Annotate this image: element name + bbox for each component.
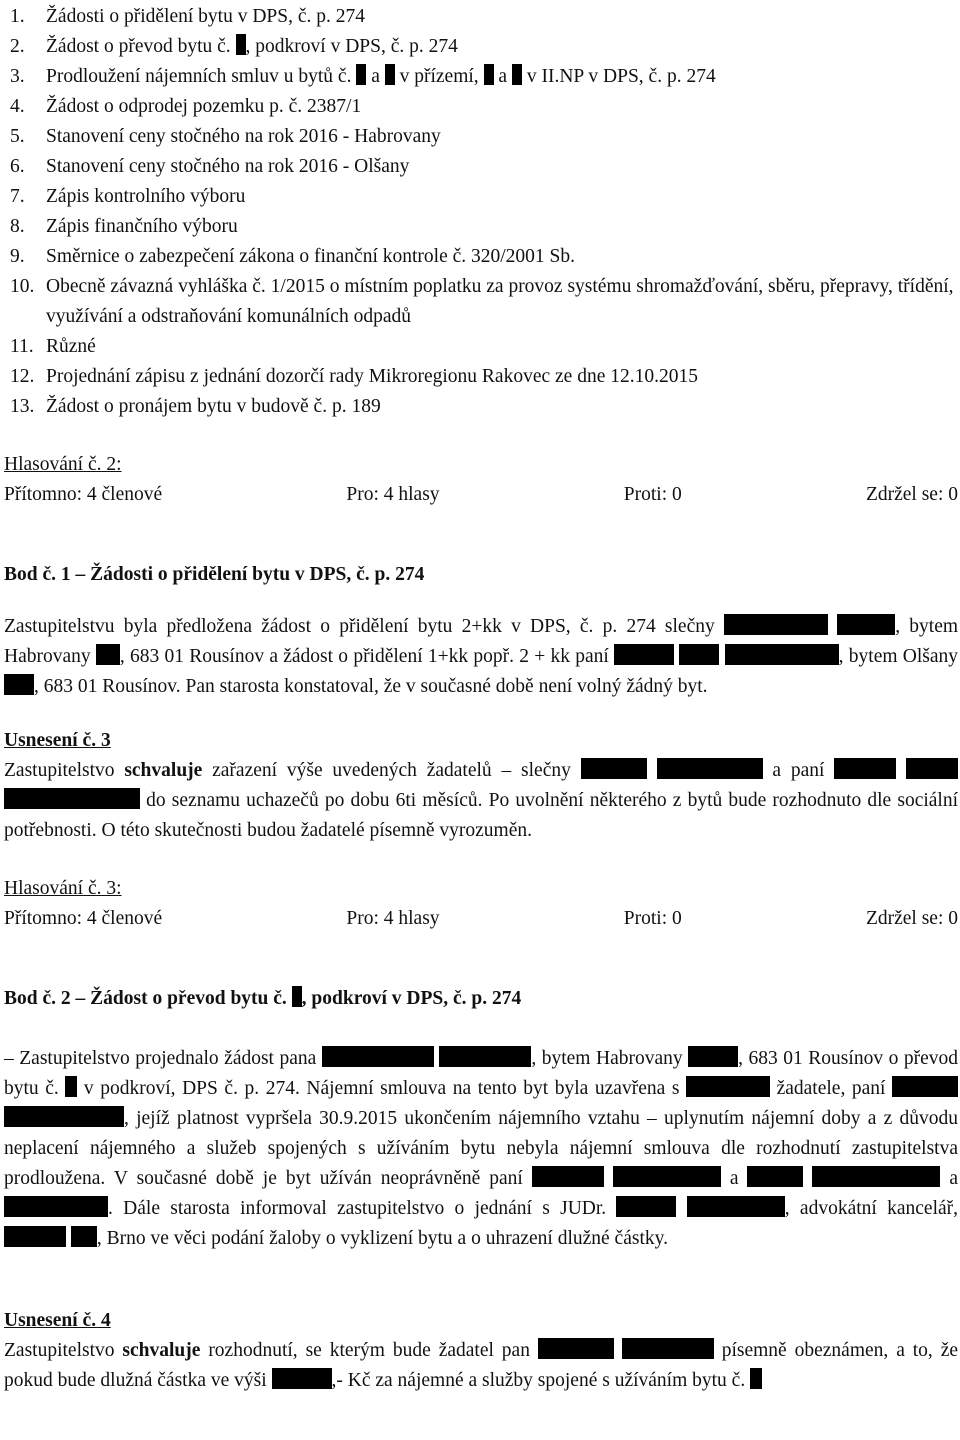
agenda-number: 1. — [10, 6, 25, 27]
agenda-text: Různé — [46, 336, 96, 357]
redaction-block — [439, 1046, 531, 1067]
agenda-item — [4, 32, 958, 62]
resolution-heading: Usnesení č. 3 — [4, 730, 111, 751]
redaction-block — [4, 1226, 66, 1247]
text-run: písemně obeznámen, a to, že pokud bude dlužná částka ve výši — [4, 1340, 959, 1391]
text-run: Zastupitelstvu byla předložena žádost o přidělení bytu 2+kk v DPS, č. p. 274 slečny — [4, 616, 715, 637]
agenda-number: 5. — [10, 126, 25, 147]
agenda-item — [4, 2, 958, 32]
agenda-number: 4. — [10, 96, 25, 117]
agenda-text: Žádost o pronájem bytu v budově č. p. 189 — [46, 396, 381, 417]
vote-proti: Proti: 0 — [623, 908, 682, 929]
redaction-block — [236, 34, 246, 55]
agenda-item — [4, 242, 958, 272]
redaction-block — [837, 614, 895, 635]
redaction-block — [679, 644, 719, 665]
redaction-block — [581, 758, 647, 779]
paragraph: Zastupitelstvu byla předložena žádost o přidělení bytu 2+kk v DPS, č. p. 274 slečny , bytem Habrovany , 683 01 Rousínov a žádost o přidělení 1+kk popř. 2 + kk paní , bytem Olšany , 683 01 Rousínov. Pan starosta konstatoval, že v současné době není volný žádný byt. — [4, 616, 959, 697]
vote-present: Přítomno: 4 členové — [4, 484, 163, 505]
agenda-number: 8. — [10, 216, 25, 237]
redaction-block — [4, 1196, 108, 1217]
vote-pro: Pro: 4 hlasy — [346, 484, 440, 505]
redaction-block — [747, 1166, 803, 1187]
redaction-block — [892, 1076, 958, 1097]
agenda-item — [4, 362, 958, 392]
redaction-block — [356, 64, 366, 85]
text-run: , bytem Habrovany — [531, 1048, 683, 1069]
vote-row — [4, 480, 958, 510]
vote-pro: Pro: 4 hlasy — [346, 908, 440, 929]
redaction-block — [834, 758, 896, 779]
agenda-text-part: a — [498, 66, 508, 87]
redaction-block — [512, 64, 522, 85]
redaction-block — [65, 1076, 77, 1097]
redaction-block — [71, 1226, 97, 1247]
text-run: žadatele, paní — [770, 1078, 886, 1099]
bold-run: schvaluje — [122, 1340, 201, 1361]
redaction-block — [272, 1368, 332, 1389]
agenda-item — [4, 212, 958, 242]
agenda-number: 10. — [10, 276, 35, 297]
agenda-number: 12. — [10, 366, 35, 387]
redaction-block — [725, 644, 839, 665]
redaction-block — [657, 758, 763, 779]
redaction-block — [4, 788, 140, 809]
redaction-block — [687, 1196, 785, 1217]
text-run: , 683 01 Rousínov o převod bytu č. — [4, 1048, 958, 1099]
redaction-block — [688, 1046, 738, 1067]
redaction-block — [96, 644, 120, 665]
agenda-text-part: v přízemí, — [399, 66, 479, 87]
agenda-text — [46, 62, 958, 92]
text-run: a — [949, 1168, 959, 1189]
text-run: ,- Kč za nájemné a služby spojené s užíváním bytu č. — [331, 1370, 746, 1391]
vote-abstain: Zdržel se: 0 — [865, 484, 958, 505]
redaction-block — [532, 1166, 604, 1187]
agenda-number: 6. — [10, 156, 25, 177]
agenda-text-part: Prodloužení nájemních smluv u bytů č. — [46, 66, 352, 87]
section-title — [4, 984, 958, 1014]
redaction-block — [616, 1196, 676, 1217]
redaction-block — [538, 1338, 614, 1359]
vote-present: Přítomno: 4 členové — [4, 908, 163, 929]
agenda-number: 7. — [10, 186, 25, 207]
text-run: , jejíž platnost vypršela 30.9.2015 ukončením nájemního vztahu – uplynutím nájemní doby a z důvodu neplacení nájemného a služeb spojených s užíváním bytu nebyla nájemní smlouva dle rozhodnutí zastupitelstva prodloužena. V současné době je byt užíván neoprávněně paní — [4, 1108, 958, 1189]
paragraph — [4, 756, 958, 846]
redaction-block — [724, 614, 828, 635]
text-run: Zastupitelstvo — [4, 1340, 123, 1361]
text-run: bytem Habrovany — [4, 616, 959, 667]
vote-heading: Hlasování č. 2: — [4, 454, 122, 475]
vote-row — [4, 904, 958, 934]
text-run: , advokátní kancelář, — [784, 1198, 959, 1219]
agenda-text-part: a — [371, 66, 380, 87]
text-run: , Brno ve věci podání žaloby o vyklizení bytu a o uhrazení dlužné částky. — [96, 1228, 668, 1249]
text-run: – Zastupitelstvo projednalo žádost pana — [4, 1048, 317, 1069]
redaction-block — [906, 758, 958, 779]
text-run: a paní — [772, 760, 825, 781]
text-run: zařazení výše uvedených žadatelů – slečny — [202, 760, 571, 781]
text-run: , 683 01 Rousínov. Pan starosta konstatoval, že v současné době není volný žádný byt. — [34, 676, 708, 697]
redaction-block — [4, 674, 34, 695]
document-page — [4, 2, 958, 1396]
agenda-number: 2. — [10, 36, 25, 57]
agenda-text: Projednání zápisu z jednání dozorčí rady Mikroregionu Rakovec ze dne 12.10.2015 — [46, 366, 698, 387]
agenda-item — [4, 92, 958, 122]
text-run: , bytem Olšany — [838, 646, 959, 667]
agenda-number: 13. — [10, 396, 35, 417]
redaction-block — [750, 1368, 762, 1389]
agenda-number: 3. — [10, 66, 25, 87]
redaction-block — [614, 644, 674, 665]
agenda-text: Žádosti o přidělení bytu v DPS, č. p. 274 — [46, 6, 366, 27]
vote-heading: Hlasování č. 3: — [4, 878, 122, 899]
agenda-text: Stanovení ceny stočného na rok 2016 - Habrovany — [46, 126, 441, 147]
redaction-block — [484, 64, 494, 85]
paragraph — [4, 1044, 958, 1254]
agenda-text-part: v II.NP v DPS, č. p. 274 — [526, 66, 716, 87]
agenda-text: Obecně závazná vyhláška č. 1/2015 o místním poplatku za provoz systému shromažďování, sběru, přepravy, třídění, využívání a odstraňování komunálních odpadů — [46, 276, 954, 327]
redaction-block — [385, 64, 395, 85]
paragraph — [4, 1336, 958, 1396]
text-run: . Dále starosta informoval zastupitelstvo o jednání s JUDr. — [108, 1198, 607, 1219]
agenda-text: Stanovení ceny stočného na rok 2016 - Olšany — [46, 156, 410, 177]
redaction-block — [4, 1106, 124, 1127]
vote-proti: Proti: 0 — [623, 484, 682, 505]
text-run: do seznamu uchazečů po dobu 6ti měsíců. Po uvolnění některého z bytů bude rozhodnuto dle sociální potřebnosti. O této skutečnosti budou žadatelé písemně vyrozuměn. — [4, 790, 959, 841]
bold-run: schvaluje — [124, 760, 203, 781]
agenda-item — [4, 182, 958, 212]
title-part: , podkroví v DPS, č. p. 274 — [301, 988, 522, 1009]
agenda-item — [4, 332, 958, 362]
redaction-block — [292, 986, 302, 1007]
agenda-text-part: , podkroví v DPS, č. p. 274 — [245, 36, 458, 57]
agenda-number: 11. — [10, 336, 34, 357]
redaction-block — [812, 1166, 940, 1187]
agenda-item — [4, 272, 958, 332]
agenda-number: 9. — [10, 246, 25, 267]
redaction-block — [613, 1166, 721, 1187]
vote-abstain: Zdržel se: 0 — [865, 908, 958, 929]
text-run: v podkroví, DPS č. p. 274. Nájemní smlouva na tento byt byla uzavřena s — [77, 1078, 680, 1099]
agenda-list — [4, 2, 958, 422]
text-run: Zastupitelstvo — [4, 760, 125, 781]
agenda-text-part: Žádost o převod bytu č. — [46, 36, 231, 57]
redaction-block — [322, 1046, 434, 1067]
redaction-block — [622, 1338, 714, 1359]
redaction-block — [686, 1076, 770, 1097]
text-run: a — [729, 1168, 739, 1189]
section-title: Bod č. 1 – Žádosti o přidělení bytu v DPS, č. p. 274 — [4, 564, 425, 585]
title-part: Bod č. 2 – Žádost o převod bytu č. — [4, 988, 287, 1009]
agenda-item — [4, 392, 958, 422]
agenda-text: Zápis finančního výboru — [46, 216, 238, 237]
agenda-item — [4, 62, 958, 92]
agenda-text — [46, 32, 958, 62]
agenda-item — [4, 122, 958, 152]
agenda-text: Žádost o odprodej pozemku p. č. 2387/1 — [46, 96, 362, 117]
text-run: , 683 01 Rousínov a žádost o přidělení 1+kk popř. 2 + kk paní — [119, 646, 609, 667]
resolution-heading: Usnesení č. 4 — [4, 1310, 111, 1331]
text-run: rozhodnutí, se kterým bude žadatel pan — [200, 1340, 530, 1361]
agenda-text: Směrnice o zabezpečení zákona o finanční kontrole č. 320/2001 Sb. — [46, 246, 576, 267]
agenda-item — [4, 152, 958, 182]
agenda-text: Zápis kontrolního výboru — [46, 186, 246, 207]
